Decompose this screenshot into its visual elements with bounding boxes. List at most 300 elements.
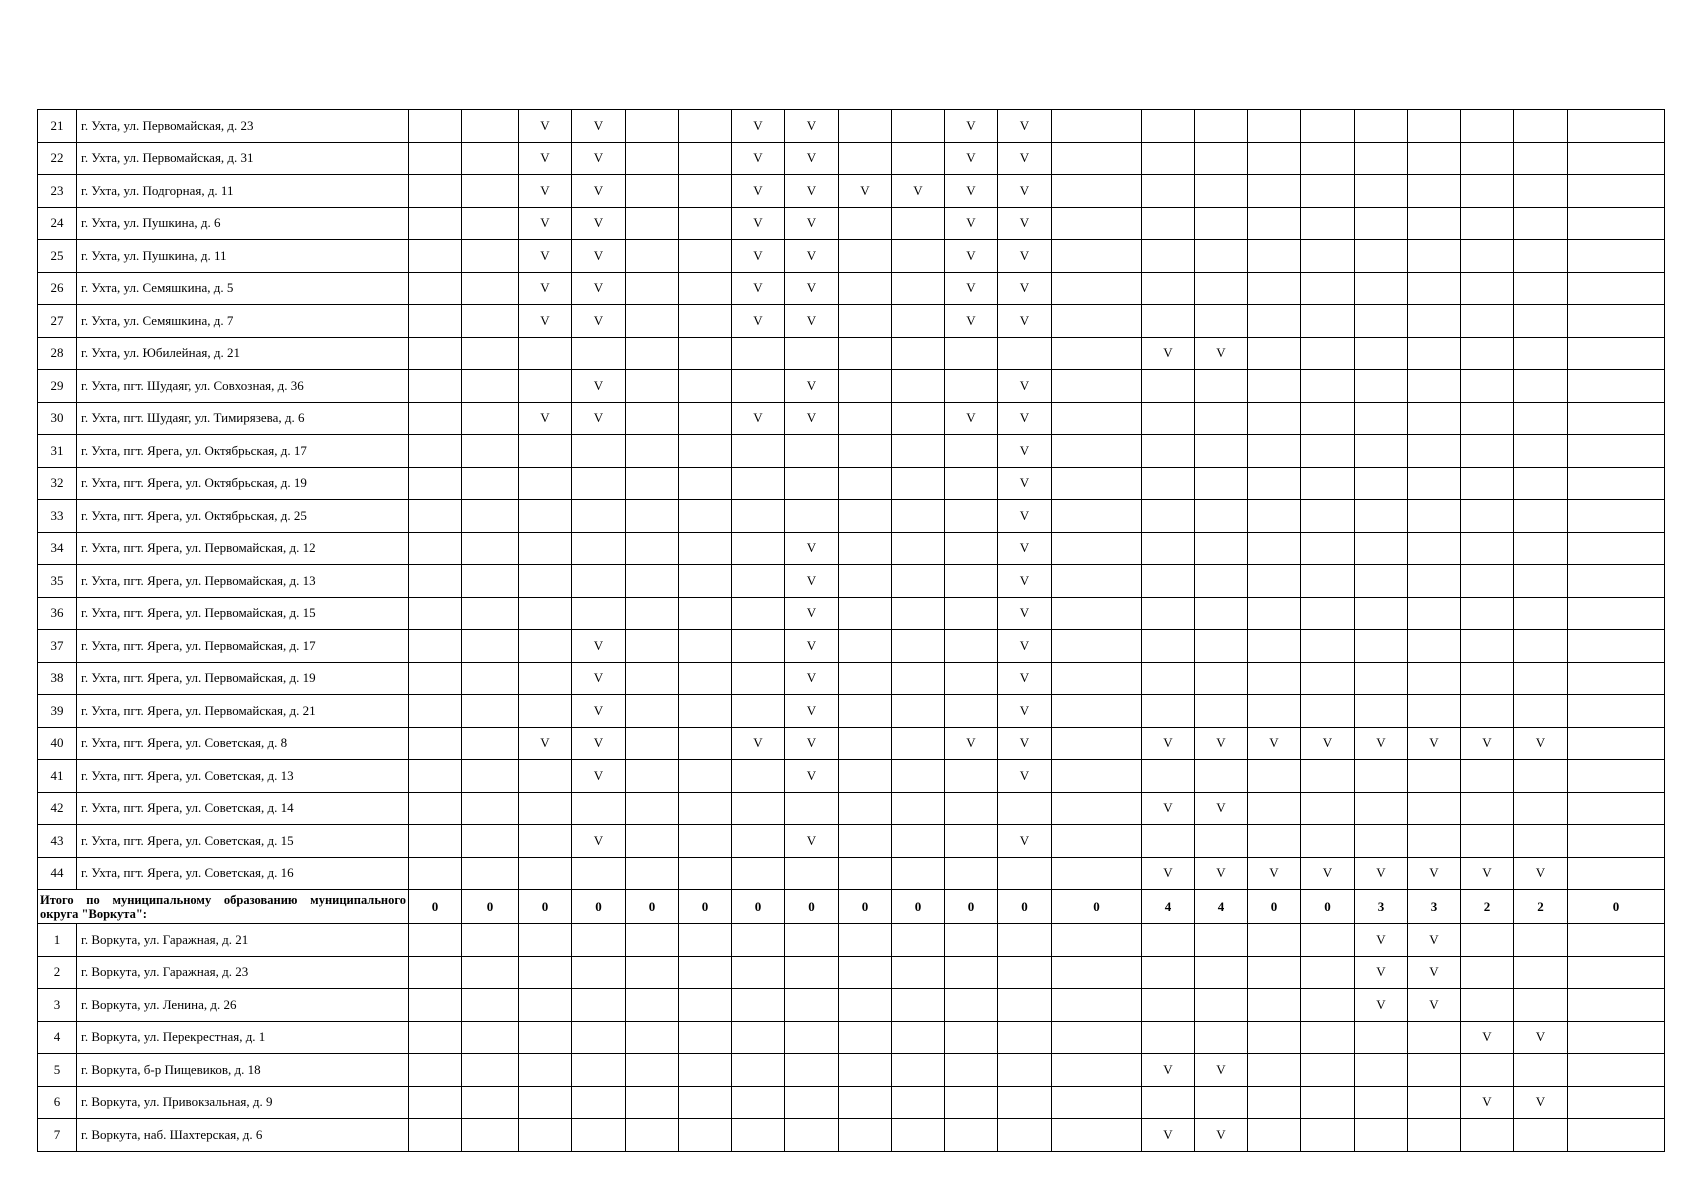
mark-cell xyxy=(1461,175,1514,208)
mark-cell xyxy=(1052,337,1142,370)
mark-cell xyxy=(839,240,892,273)
mark-cell xyxy=(1248,924,1301,957)
mark-cell: V xyxy=(572,240,626,273)
mark-cell xyxy=(785,956,839,989)
mark-cell: V xyxy=(1355,727,1408,760)
mark-cell xyxy=(1355,305,1408,338)
mark-cell xyxy=(1052,1119,1142,1152)
mark-cell xyxy=(572,1021,626,1054)
mark-cell: V xyxy=(998,597,1052,630)
mark-cell xyxy=(1195,207,1248,240)
mark-cell xyxy=(626,142,679,175)
mark-cell xyxy=(1301,175,1355,208)
mark-cell xyxy=(839,370,892,403)
total-value: 3 xyxy=(1355,890,1408,924)
table-row xyxy=(38,500,1665,533)
mark-cell xyxy=(409,402,462,435)
mark-cell xyxy=(462,402,519,435)
total-value: 2 xyxy=(1461,890,1514,924)
total-row xyxy=(38,890,1665,924)
mark-cell xyxy=(785,792,839,825)
mark-cell xyxy=(839,207,892,240)
mark-cell xyxy=(1568,956,1665,989)
mark-cell xyxy=(1568,175,1665,208)
mark-cell xyxy=(732,1021,785,1054)
mark-cell: V xyxy=(572,110,626,143)
address-cell: г. Ухта, пгт. Ярега, ул. Первомайская, д. 13 xyxy=(77,565,409,598)
row-number: 38 xyxy=(38,662,77,695)
mark-cell xyxy=(1052,695,1142,728)
mark-cell xyxy=(679,142,732,175)
mark-cell xyxy=(519,597,572,630)
row-number: 2 xyxy=(38,956,77,989)
mark-cell: V xyxy=(572,207,626,240)
address-cell: г. Воркута, ул. Перекрестная, д. 1 xyxy=(77,1021,409,1054)
mark-cell xyxy=(732,1119,785,1152)
total-value: 0 xyxy=(519,890,572,924)
mark-cell xyxy=(1514,272,1568,305)
mark-cell xyxy=(626,500,679,533)
mark-cell xyxy=(409,825,462,858)
mark-cell xyxy=(1408,337,1461,370)
mark-cell xyxy=(1408,305,1461,338)
mark-cell xyxy=(732,760,785,793)
row-number: 29 xyxy=(38,370,77,403)
mark-cell xyxy=(1052,760,1142,793)
mark-cell xyxy=(945,1021,998,1054)
mark-cell: V xyxy=(1142,1054,1195,1087)
row-number: 26 xyxy=(38,272,77,305)
mark-cell xyxy=(409,924,462,957)
address-cell: г. Воркута, ул. Ленина, д. 26 xyxy=(77,989,409,1022)
mark-cell xyxy=(626,565,679,598)
mark-cell xyxy=(409,956,462,989)
mark-cell xyxy=(1568,760,1665,793)
mark-cell xyxy=(1355,1119,1408,1152)
mark-cell xyxy=(1301,565,1355,598)
mark-cell: V xyxy=(785,532,839,565)
mark-cell xyxy=(839,1086,892,1119)
table-row xyxy=(38,435,1665,468)
mark-cell xyxy=(1461,435,1514,468)
mark-cell xyxy=(1142,500,1195,533)
mark-cell xyxy=(892,565,945,598)
total-value: 0 xyxy=(409,890,462,924)
mark-cell xyxy=(1568,792,1665,825)
mark-cell xyxy=(839,924,892,957)
mark-cell: V xyxy=(572,825,626,858)
mark-cell xyxy=(892,989,945,1022)
mark-cell xyxy=(1461,240,1514,273)
mark-cell xyxy=(1568,207,1665,240)
mark-cell xyxy=(1514,792,1568,825)
table-row xyxy=(38,337,1665,370)
mark-cell: V xyxy=(1195,727,1248,760)
table-row xyxy=(38,727,1665,760)
mark-cell xyxy=(1301,305,1355,338)
mark-cell xyxy=(1355,272,1408,305)
mark-cell: V xyxy=(1408,924,1461,957)
mark-cell xyxy=(679,1054,732,1087)
mark-cell xyxy=(462,175,519,208)
mark-cell xyxy=(839,110,892,143)
mark-cell xyxy=(1052,240,1142,273)
mark-cell xyxy=(1301,695,1355,728)
mark-cell xyxy=(1052,825,1142,858)
mark-cell xyxy=(785,989,839,1022)
total-value: 0 xyxy=(1248,890,1301,924)
mark-cell xyxy=(732,662,785,695)
row-number: 24 xyxy=(38,207,77,240)
mark-cell xyxy=(572,956,626,989)
mark-cell xyxy=(839,337,892,370)
mark-cell xyxy=(1052,532,1142,565)
mark-cell xyxy=(892,1086,945,1119)
mark-cell: V xyxy=(1195,337,1248,370)
mark-cell xyxy=(519,1119,572,1152)
mark-cell xyxy=(839,1021,892,1054)
mark-cell xyxy=(839,435,892,468)
mark-cell xyxy=(462,662,519,695)
mark-cell xyxy=(945,500,998,533)
mark-cell xyxy=(1461,272,1514,305)
row-number: 44 xyxy=(38,857,77,890)
total-value: 3 xyxy=(1408,890,1461,924)
mark-cell xyxy=(1408,175,1461,208)
mark-cell xyxy=(1195,1086,1248,1119)
table-row xyxy=(38,1119,1665,1152)
mark-cell xyxy=(1248,760,1301,793)
mark-cell xyxy=(679,662,732,695)
mark-cell xyxy=(462,500,519,533)
address-cell: г. Ухта, ул. Семяшкина, д. 7 xyxy=(77,305,409,338)
row-number: 35 xyxy=(38,565,77,598)
mark-cell xyxy=(679,857,732,890)
mark-cell xyxy=(1248,467,1301,500)
table-row xyxy=(38,532,1665,565)
mark-cell xyxy=(626,370,679,403)
mark-cell xyxy=(1355,337,1408,370)
mark-cell xyxy=(519,825,572,858)
mark-cell: V xyxy=(1142,337,1195,370)
mark-cell: V xyxy=(732,402,785,435)
mark-cell xyxy=(892,727,945,760)
table-row xyxy=(38,1021,1665,1054)
mark-cell xyxy=(892,467,945,500)
table-row xyxy=(38,207,1665,240)
mark-cell xyxy=(409,565,462,598)
mark-cell: V xyxy=(785,727,839,760)
mark-cell xyxy=(1355,435,1408,468)
mark-cell: V xyxy=(998,305,1052,338)
mark-cell xyxy=(1248,597,1301,630)
mark-cell xyxy=(1568,727,1665,760)
mark-cell xyxy=(572,435,626,468)
mark-cell xyxy=(1514,597,1568,630)
mark-cell xyxy=(1301,825,1355,858)
mark-cell xyxy=(945,337,998,370)
mark-cell xyxy=(839,402,892,435)
mark-cell xyxy=(1142,370,1195,403)
mark-cell xyxy=(1301,760,1355,793)
table-row xyxy=(38,597,1665,630)
mark-cell xyxy=(1514,630,1568,663)
mark-cell xyxy=(1568,370,1665,403)
mark-cell xyxy=(1568,1119,1665,1152)
mark-cell: V xyxy=(892,175,945,208)
mark-cell xyxy=(1461,630,1514,663)
table-row xyxy=(38,467,1665,500)
total-value: 0 xyxy=(785,890,839,924)
mark-cell: V xyxy=(572,272,626,305)
mark-cell xyxy=(1052,272,1142,305)
table-row xyxy=(38,662,1665,695)
mark-cell xyxy=(1408,695,1461,728)
mark-cell xyxy=(1301,272,1355,305)
mark-cell xyxy=(519,370,572,403)
mark-cell xyxy=(1195,370,1248,403)
mark-cell xyxy=(1301,435,1355,468)
mark-cell xyxy=(1408,1021,1461,1054)
mark-cell xyxy=(1568,1086,1665,1119)
mark-cell xyxy=(1248,305,1301,338)
mark-cell: V xyxy=(998,500,1052,533)
mark-cell xyxy=(1052,727,1142,760)
mark-cell: V xyxy=(1355,989,1408,1022)
mark-cell xyxy=(626,207,679,240)
mark-cell: V xyxy=(998,695,1052,728)
mark-cell: V xyxy=(1195,857,1248,890)
mark-cell xyxy=(1461,1054,1514,1087)
mark-cell xyxy=(519,467,572,500)
mark-cell xyxy=(1248,1054,1301,1087)
mark-cell xyxy=(839,956,892,989)
mark-cell xyxy=(1195,142,1248,175)
mark-cell xyxy=(1142,760,1195,793)
table-row xyxy=(38,956,1665,989)
mark-cell xyxy=(409,370,462,403)
mark-cell: V xyxy=(1514,1021,1568,1054)
mark-cell xyxy=(462,695,519,728)
mark-cell xyxy=(1142,597,1195,630)
mark-cell xyxy=(1461,467,1514,500)
mark-cell: V xyxy=(1195,792,1248,825)
address-cell: г. Ухта, пгт. Ярега, ул. Первомайская, д. 19 xyxy=(77,662,409,695)
mark-cell xyxy=(462,1021,519,1054)
mark-cell: V xyxy=(1248,857,1301,890)
mark-cell xyxy=(1355,370,1408,403)
total-value: 0 xyxy=(1052,890,1142,924)
row-number: 21 xyxy=(38,110,77,143)
mark-cell xyxy=(998,924,1052,957)
mark-cell xyxy=(1052,989,1142,1022)
mark-cell xyxy=(1052,792,1142,825)
mark-cell: V xyxy=(1461,1021,1514,1054)
mark-cell: V xyxy=(519,305,572,338)
mark-cell xyxy=(945,565,998,598)
mark-cell xyxy=(462,924,519,957)
mark-cell xyxy=(1142,142,1195,175)
mark-cell xyxy=(892,500,945,533)
mark-cell xyxy=(626,240,679,273)
mark-cell xyxy=(1461,792,1514,825)
mark-cell xyxy=(409,760,462,793)
mark-cell: V xyxy=(1408,956,1461,989)
mark-cell xyxy=(519,1086,572,1119)
table-row xyxy=(38,630,1665,663)
mark-cell: V xyxy=(998,630,1052,663)
mark-cell xyxy=(626,924,679,957)
mark-cell: V xyxy=(732,142,785,175)
mark-cell: V xyxy=(785,662,839,695)
mark-cell xyxy=(409,110,462,143)
mark-cell xyxy=(1052,402,1142,435)
mark-cell xyxy=(839,597,892,630)
mark-cell: V xyxy=(732,240,785,273)
mark-cell xyxy=(945,370,998,403)
register-table xyxy=(37,109,1665,1152)
mark-cell xyxy=(1461,956,1514,989)
mark-cell xyxy=(998,857,1052,890)
mark-cell xyxy=(462,565,519,598)
mark-cell: V xyxy=(785,305,839,338)
mark-cell xyxy=(1514,760,1568,793)
mark-cell xyxy=(1142,402,1195,435)
mark-cell: V xyxy=(945,305,998,338)
mark-cell xyxy=(519,989,572,1022)
address-cell: г. Ухта, пгт. Ярега, ул. Советская, д. 14 xyxy=(77,792,409,825)
mark-cell xyxy=(1142,240,1195,273)
mark-cell xyxy=(1461,989,1514,1022)
mark-cell xyxy=(732,500,785,533)
mark-cell xyxy=(462,597,519,630)
mark-cell xyxy=(626,467,679,500)
mark-cell xyxy=(1052,956,1142,989)
mark-cell: V xyxy=(785,695,839,728)
mark-cell xyxy=(892,402,945,435)
mark-cell xyxy=(519,565,572,598)
mark-cell xyxy=(679,1021,732,1054)
mark-cell xyxy=(732,956,785,989)
mark-cell: V xyxy=(785,565,839,598)
table-row xyxy=(38,240,1665,273)
mark-cell xyxy=(1355,402,1408,435)
mark-cell: V xyxy=(998,370,1052,403)
mark-cell: V xyxy=(945,207,998,240)
mark-cell xyxy=(1568,500,1665,533)
mark-cell xyxy=(1514,435,1568,468)
mark-cell xyxy=(1248,110,1301,143)
mark-cell xyxy=(626,630,679,663)
mark-cell xyxy=(462,435,519,468)
mark-cell xyxy=(626,1021,679,1054)
mark-cell: V xyxy=(998,110,1052,143)
mark-cell xyxy=(1408,532,1461,565)
mark-cell xyxy=(1461,760,1514,793)
mark-cell xyxy=(785,467,839,500)
mark-cell xyxy=(626,989,679,1022)
mark-cell: V xyxy=(572,402,626,435)
row-number: 30 xyxy=(38,402,77,435)
mark-cell xyxy=(679,500,732,533)
mark-cell xyxy=(1355,207,1408,240)
mark-cell xyxy=(1355,110,1408,143)
mark-cell xyxy=(679,110,732,143)
mark-cell xyxy=(732,857,785,890)
mark-cell xyxy=(519,924,572,957)
mark-cell xyxy=(998,1119,1052,1152)
mark-cell xyxy=(1408,1054,1461,1087)
mark-cell xyxy=(679,1086,732,1119)
mark-cell xyxy=(892,695,945,728)
mark-cell xyxy=(572,597,626,630)
mark-cell xyxy=(1142,630,1195,663)
mark-cell xyxy=(462,989,519,1022)
mark-cell xyxy=(462,1086,519,1119)
mark-cell xyxy=(1408,240,1461,273)
mark-cell: V xyxy=(519,727,572,760)
mark-cell xyxy=(839,630,892,663)
mark-cell xyxy=(839,792,892,825)
mark-cell xyxy=(892,337,945,370)
mark-cell xyxy=(679,370,732,403)
mark-cell xyxy=(519,792,572,825)
mark-cell xyxy=(1408,792,1461,825)
mark-cell xyxy=(1355,175,1408,208)
mark-cell xyxy=(1355,825,1408,858)
mark-cell: V xyxy=(572,662,626,695)
mark-cell xyxy=(1195,467,1248,500)
mark-cell xyxy=(519,435,572,468)
mark-cell xyxy=(679,435,732,468)
table-row xyxy=(38,760,1665,793)
table-row xyxy=(38,272,1665,305)
mark-cell xyxy=(409,305,462,338)
mark-cell xyxy=(1052,630,1142,663)
row-number: 27 xyxy=(38,305,77,338)
mark-cell xyxy=(1355,565,1408,598)
address-cell: г. Ухта, пгт. Ярега, ул. Первомайская, д. 15 xyxy=(77,597,409,630)
address-cell: г. Ухта, пгт. Ярега, ул. Первомайская, д. 17 xyxy=(77,630,409,663)
mark-cell xyxy=(572,532,626,565)
address-cell: г. Ухта, ул. Первомайская, д. 31 xyxy=(77,142,409,175)
mark-cell xyxy=(1461,695,1514,728)
mark-cell xyxy=(519,532,572,565)
mark-cell xyxy=(1142,924,1195,957)
mark-cell xyxy=(1052,467,1142,500)
mark-cell xyxy=(1301,597,1355,630)
mark-cell xyxy=(1568,240,1665,273)
mark-cell xyxy=(839,695,892,728)
mark-cell: V xyxy=(1195,1054,1248,1087)
mark-cell xyxy=(732,1054,785,1087)
mark-cell xyxy=(1052,1054,1142,1087)
mark-cell xyxy=(1052,435,1142,468)
mark-cell xyxy=(626,695,679,728)
address-cell: г. Ухта, ул. Юбилейная, д. 21 xyxy=(77,337,409,370)
table-row xyxy=(38,825,1665,858)
mark-cell xyxy=(462,272,519,305)
mark-cell xyxy=(572,1054,626,1087)
mark-cell xyxy=(1568,825,1665,858)
mark-cell: V xyxy=(572,175,626,208)
mark-cell: V xyxy=(732,207,785,240)
mark-cell xyxy=(892,662,945,695)
mark-cell xyxy=(1514,532,1568,565)
mark-cell xyxy=(409,1119,462,1152)
mark-cell xyxy=(892,370,945,403)
mark-cell xyxy=(462,727,519,760)
